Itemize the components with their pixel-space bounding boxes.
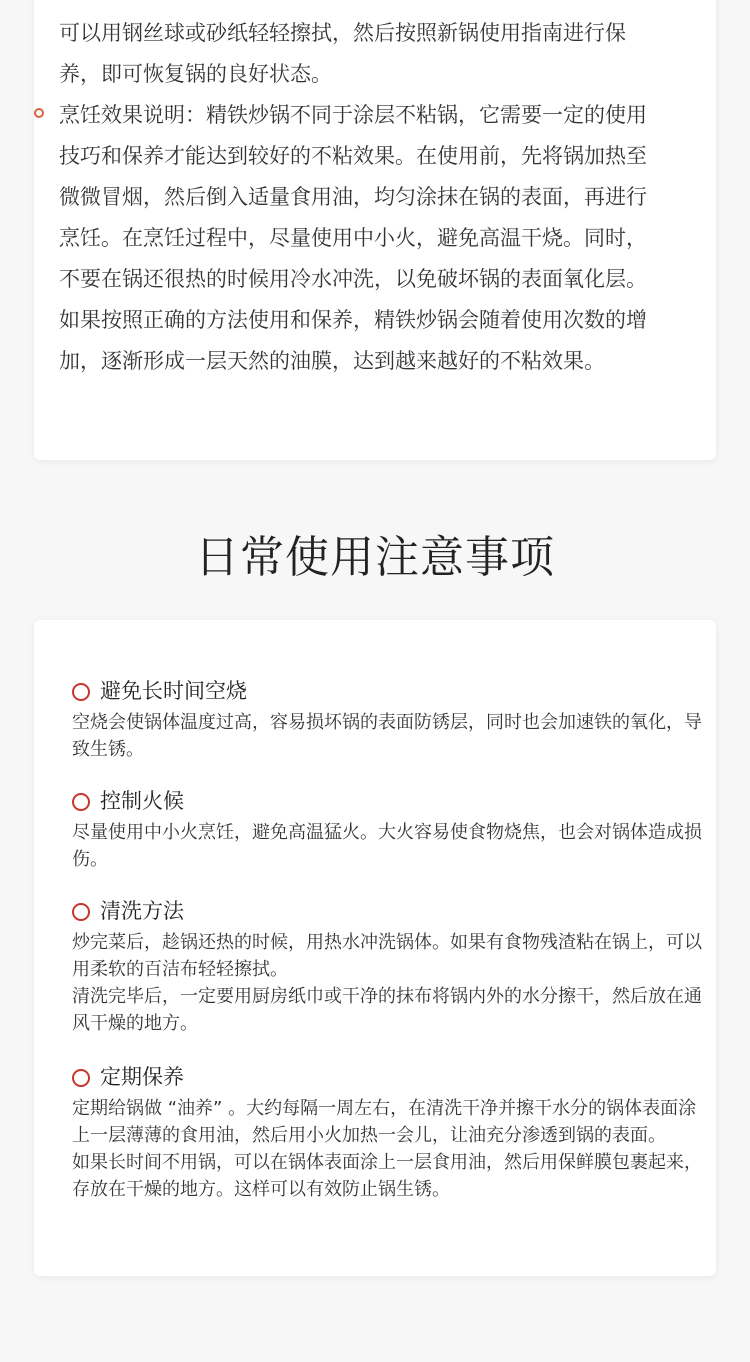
usage-notes-card (34, 620, 716, 1276)
ring-bullet-icon (72, 1069, 90, 1087)
ring-bullet-icon (72, 903, 90, 921)
note-item-title: 定期保养 (100, 1065, 184, 1089)
note-item-title: 清洗方法 (100, 899, 184, 923)
ring-bullet-icon (72, 793, 90, 811)
note-item-title: 避免长时间空烧 (100, 679, 247, 703)
note-item-text: 定期给锅做 “油养” 。大约每隔一周左右，在清洗干净并擦干水分的锅体表面涂上一层薄薄的食用油，然后用小火加热一会儿，让油充分渗透到锅的表面。 (72, 1098, 697, 1146)
note-item (72, 896, 702, 1037)
note-item (72, 1062, 702, 1203)
continuation-paragraph: 可以用钢丝球或砂纸轻轻擦拭，然后按照新锅使用指南进行保养，即可恢复锅的良好状态。 (59, 21, 626, 86)
ring-bullet-icon (72, 683, 90, 701)
cooking-effect-paragraph: 烹饪效果说明：精铁炒锅不同于涂层不粘锅，它需要一定的使用技巧和保养才能达到较好的不粘效果。在使用前，先将锅加热至微微冒烟，然后倒入适量食用油，均匀涂抹在锅的表面，再进行烹饪。在烹饪过程中，尽量使用中小火，避免高温干烧。同时，不要在锅还很热的时候用冷水冲洗，以免破坏锅的表面氧化层。如果按照正确的方法使用和保养，精铁炒锅会随着使用次数的增加，逐渐形成一层天然的油膜，达到越来越好的不粘效果。 (59, 103, 647, 373)
note-item-text: 如果长时间不用锅，可以在锅体表面涂上一层食用油，然后用保鲜膜包裹起来，存放在干燥的地方。这样可以有效防止锅生锈。 (72, 1152, 702, 1200)
bullet-ring-icon (34, 108, 44, 118)
section-title: 日常使用注意事项 (195, 532, 555, 583)
note-item (72, 786, 702, 873)
note-item-text: 空烧会使锅体温度过高，容易损坏锅的表面防锈层，同时也会加速铁的氧化，导致生锈。 (72, 712, 702, 760)
note-item-title: 控制火候 (100, 789, 184, 813)
note-item-text: 炒完菜后，趁锅还热的时候，用热水冲洗锅体。如果有食物残渣粘在锅上，可以用柔软的百洁布轻轻擦拭。 (72, 932, 702, 980)
note-item-text: 清洗完毕后，一定要用厨房纸巾或干净的抹布将锅内外的水分擦干，然后放在通风干燥的地方。 (72, 986, 702, 1034)
note-item-text: 尽量使用中小火烹饪，避免高温猛火。大火容易使食物烧焦，也会对锅体造成损伤。 (72, 822, 702, 870)
note-item (72, 676, 702, 763)
